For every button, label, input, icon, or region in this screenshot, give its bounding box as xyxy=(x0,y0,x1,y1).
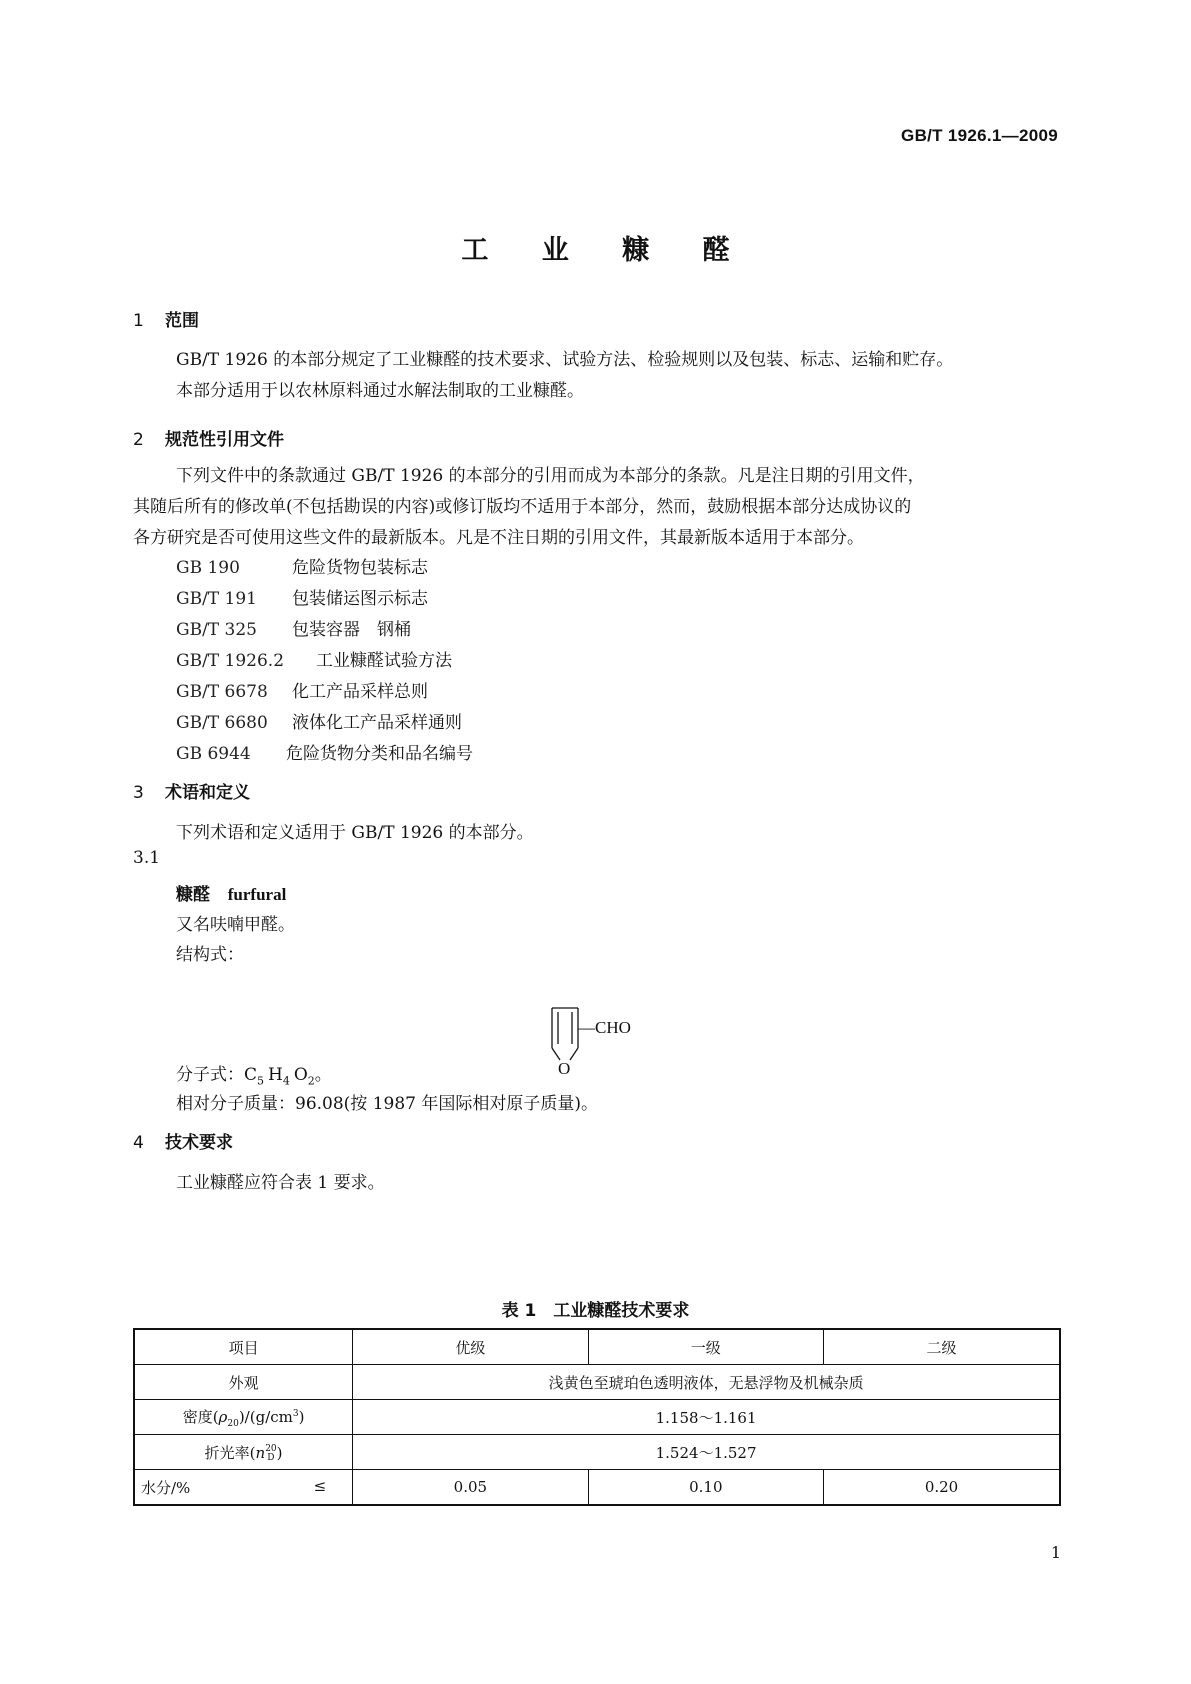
table-header-cell: 优级 xyxy=(353,1329,588,1365)
reference-code: GB 6944 xyxy=(176,744,251,764)
reference-title: 危险货物分类和品名编号 xyxy=(286,744,473,764)
table-row xyxy=(134,1435,1060,1470)
section-number: 4 xyxy=(133,1133,144,1153)
reference-item xyxy=(176,553,428,578)
term-entry xyxy=(176,880,286,905)
row-value: 0.20 xyxy=(824,1470,1060,1506)
section-number: 1 xyxy=(133,311,144,331)
document-title: 工 业 糠 醛 xyxy=(461,235,752,266)
subsection-number: 3.1 xyxy=(133,848,161,868)
formula-c: C xyxy=(244,1065,258,1085)
row-label: 密度$(\rho_{20})/(g/cm^3)$ xyxy=(134,1400,353,1435)
reference-code: GB/T 325 xyxy=(176,620,257,640)
section-2-para-line-2: 其随后所有的修改单(不包括勘误的内容)或修订版均不适用于本部分，然而，鼓励根据本部分达成协议的 xyxy=(133,497,912,517)
formula-o: O xyxy=(293,1065,308,1085)
section-title: 技术要求 xyxy=(165,1133,233,1153)
limit-symbol: ≤ xyxy=(313,1476,327,1495)
table-header-row xyxy=(134,1329,1060,1365)
section-3-heading xyxy=(133,778,250,803)
formula-o-count: 2 xyxy=(307,1074,315,1088)
page-number: 1 xyxy=(1050,1543,1061,1562)
formula-c-count: 5 xyxy=(257,1074,265,1088)
section-number: 2 xyxy=(133,430,144,450)
reference-title: 化工产品采样总则 xyxy=(292,682,428,702)
row-value: 浅黄色至琥珀色透明液体，无悬浮物及机械杂质 xyxy=(353,1365,1060,1400)
row-label: 外观 xyxy=(134,1365,353,1400)
row-value: 1.158～1.161 xyxy=(353,1400,1060,1435)
row-value: 0.05 xyxy=(353,1470,588,1506)
term-chinese: 糠醛 xyxy=(176,885,210,905)
aldehyde-group-label: —CHO xyxy=(578,1018,631,1037)
reference-title: 包装容器 钢桶 xyxy=(292,620,411,640)
section-title: 范围 xyxy=(165,311,199,331)
reference-code: GB/T 191 xyxy=(176,589,257,609)
table-caption: 表 1 工业糠醛技术要求 xyxy=(501,1301,690,1321)
section-2-para-line-1: 下列文件中的条款通过 GB/T 1926 的本部分的引用而成为本部分的条款。凡是注日期的引用文件， xyxy=(176,466,925,486)
table-header-cell: 一级 xyxy=(588,1329,823,1365)
section-title: 规范性引用文件 xyxy=(165,430,284,450)
term-english: furfural xyxy=(227,885,287,904)
table-header-cell: 二级 xyxy=(824,1329,1060,1365)
section-4-intro: 工业糠醛应符合表 1 要求。 xyxy=(176,1173,385,1193)
reference-code: GB/T 1926.2 xyxy=(176,651,285,671)
section-1-para-1: GB/T 1926 的本部分规定了工业糠醛的技术要求、试验方法、检验规则以及包装、标志、运输和贮存。 xyxy=(176,350,954,370)
reference-code: GB/T 6678 xyxy=(176,682,268,702)
reference-item xyxy=(176,677,428,702)
reference-item xyxy=(176,739,473,764)
ring-oxygen-label: O xyxy=(558,1059,571,1076)
reference-title: 危险货物包装标志 xyxy=(292,558,428,578)
reference-title: 工业糠醛试验方法 xyxy=(316,651,452,671)
row-value: 1.524～1.527 xyxy=(353,1435,1060,1470)
water-label: 水分/% xyxy=(141,1478,191,1497)
section-title: 术语和定义 xyxy=(165,783,250,803)
section-3-intro: 下列术语和定义适用于 GB/T 1926 的本部分。 xyxy=(176,823,534,843)
reference-title: 液体化工产品采样通则 xyxy=(292,713,462,733)
furan-ring-structure xyxy=(540,1000,660,1076)
table-header-cell: 项目 xyxy=(134,1329,353,1365)
section-number: 3 xyxy=(133,783,144,803)
reference-item xyxy=(176,584,428,609)
formula-prefix: 分子式： xyxy=(176,1065,244,1085)
structure-label: 结构式： xyxy=(176,945,244,965)
molecular-mass: 相对分子质量：96.08(按 1987 年国际相对原子质量)。 xyxy=(176,1094,599,1114)
molecular-formula xyxy=(176,1060,332,1087)
reference-item xyxy=(176,646,452,671)
standard-code: GB/T 1926.1—2009 xyxy=(901,126,1058,145)
reference-item xyxy=(176,615,411,640)
section-4-heading xyxy=(133,1128,233,1153)
reference-item xyxy=(176,708,462,733)
row-value: 0.10 xyxy=(588,1470,823,1506)
reference-code: GB 190 xyxy=(176,558,240,578)
reference-code: GB/T 6680 xyxy=(176,713,268,733)
formula-h-count: 4 xyxy=(282,1074,290,1088)
formula-h: H xyxy=(268,1065,283,1085)
row-label: 折光率(n 20 D ) xyxy=(134,1435,353,1470)
term-alias: 又名呋喃甲醛。 xyxy=(176,915,295,935)
table-row xyxy=(134,1400,1060,1435)
section-1-para-2: 本部分适用于以农林原料通过水解法制取的工业糠醛。 xyxy=(176,381,584,401)
reference-title: 包装储运图示标志 xyxy=(292,589,428,609)
table-row xyxy=(134,1470,1060,1506)
row-label xyxy=(134,1470,353,1506)
formula-end: 。 xyxy=(314,1065,332,1085)
section-2-para-line-3: 各方研究是否可使用这些文件的最新版本。凡是不注日期的引用文件，其最新版本适用于本部分。 xyxy=(133,528,864,548)
table-row xyxy=(134,1365,1060,1400)
section-1-heading xyxy=(133,306,199,331)
section-2-heading xyxy=(133,425,284,450)
technical-requirements-table xyxy=(133,1328,1061,1506)
